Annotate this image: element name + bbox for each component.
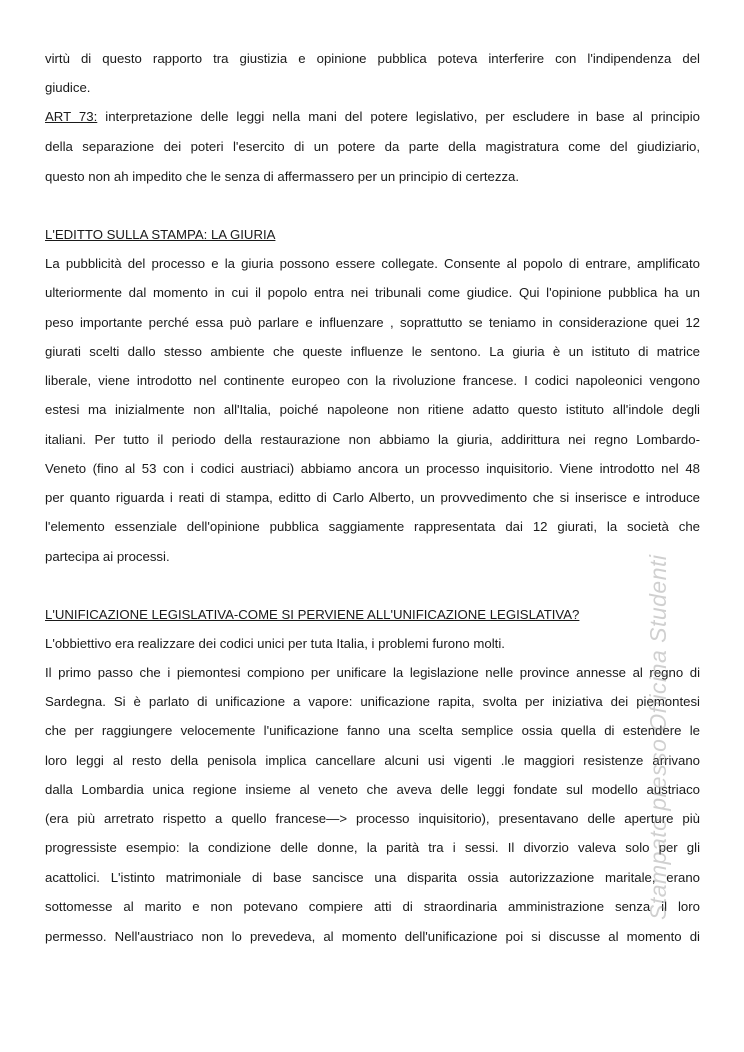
paragraph-line: loro leggi al resto della penisola implica cancellare alcuni usi vigenti .le maggiori resistenze arrivano [45,753,700,768]
paragraph-line: peso importante perché essa può parlare e influenzare , soprattutto se teniamo in considerazione quei 12 [45,315,700,330]
paragraph-line: Il primo passo che i piemontesi compiono per unificare la legislazione nelle province annesse al regno di [45,665,700,680]
section-heading: L'EDITTO SULLA STAMPA: LA GIURIA [45,227,276,242]
paragraph-line: partecipa ai processi. [45,549,170,564]
watermark-text: Stampato presso Officina Studenti [645,554,671,920]
paragraph-line: della separazione dei poteri l'esercito di un potere da parte della magistratura come del giudiziario, [45,139,700,154]
paragraph-line [45,108,700,126]
paragraph-line: L'obbiettivo era realizzare dei codici unici per tuta Italia, i problemi furono molti. [45,636,505,651]
paragraph-line: questo non ah impedito che le senza di affermassero per un principio di certezza. [45,169,520,184]
paragraph-line: sottomesse al marito e non potevano compiere atti di straordinaria amministrazione senza il loro [45,899,700,914]
paragraph-line: ulteriormente dal momento in cui il popolo entra nei tribunali come giudice. Qui l'opinione pubblica ha un [45,285,700,300]
paragraph-line: Veneto (fino al 53 con i codici austriaci) abbiamo ancora un processo inquisitorio. Viene introdotto nel 48 [45,461,700,476]
section-heading: L'UNIFICAZIONE LEGISLATIVA-COME SI PERVIENE ALL'UNIFICAZIONE LEGISLATIVA? [45,607,580,622]
paragraph-line: giudice. [45,80,91,95]
paragraph-line: virtù di questo rapporto tra giustizia e opinione pubblica poteva interferire con l'indipendenza del [45,51,700,66]
paragraph-line: liberale, viene introdotto nel continente europeo con la rivoluzione francese. I codici napoleonici vengono [45,373,700,388]
paragraph-line: permesso. Nell'austriaco non lo prevedeva, al momento dell'unificazione poi si discusse al momento di [45,929,700,944]
article-label: ART 73: [45,109,98,124]
paragraph-line: Sardegna. Si è parlato di unificazione a vapore: unificazione rapita, svolta per iniziativa dei piemontesi [45,694,700,709]
paragraph-text: interpretazione delle leggi nella mani del potere legislativo, per escludere in base al principio [97,109,700,124]
paragraph-line: (era più arretrato rispetto a quello francese—> processo inquisitorio), presentavano delle aperture più [45,811,700,826]
paragraph-line: La pubblicità del processo e la giuria possono essere collegate. Consente al popolo di entrare, amplificato [45,256,700,271]
paragraph-line: giurati scelti dallo stesso ambiente che queste influenze le sentono. La giuria è un istituto di matrice [45,344,700,359]
paragraph-line: acattolici. L'istinto matrimoniale di base sancisce una disparita ossia autorizzazione maritale, erano [45,870,700,885]
paragraph-line: che per raggiungere velocemente l'unificazione fanno una scelta semplice ossia quella di estendere le [45,723,700,738]
paragraph-line: italiani. Per tutto il periodo della restaurazione non abbiamo la giuria, addirittura nei regno Lombardo- [45,432,700,447]
paragraph-line: l'elemento essenziale dell'opinione pubblica saggiamente rappresentata dai 12 giurati, la società che [45,519,700,534]
paragraph-line: progressiste esempio: la condizione delle donne, la parità tra i sessi. Il divorzio valeva solo per gli [45,840,700,855]
paragraph-line: dalla Lombardia unica regione insieme al veneto che aveva delle leggi fondate sul modello austriaco [45,782,700,797]
paragraph-line: estesi ma inizialmente non all'Italia, poiché napoleone non ritiene adatto questo istituto all'indole degli [45,402,700,417]
paragraph-line: per quanto riguarda i reati di stampa, editto di Carlo Alberto, un provvedimento che si inserisce e introduce [45,490,700,505]
